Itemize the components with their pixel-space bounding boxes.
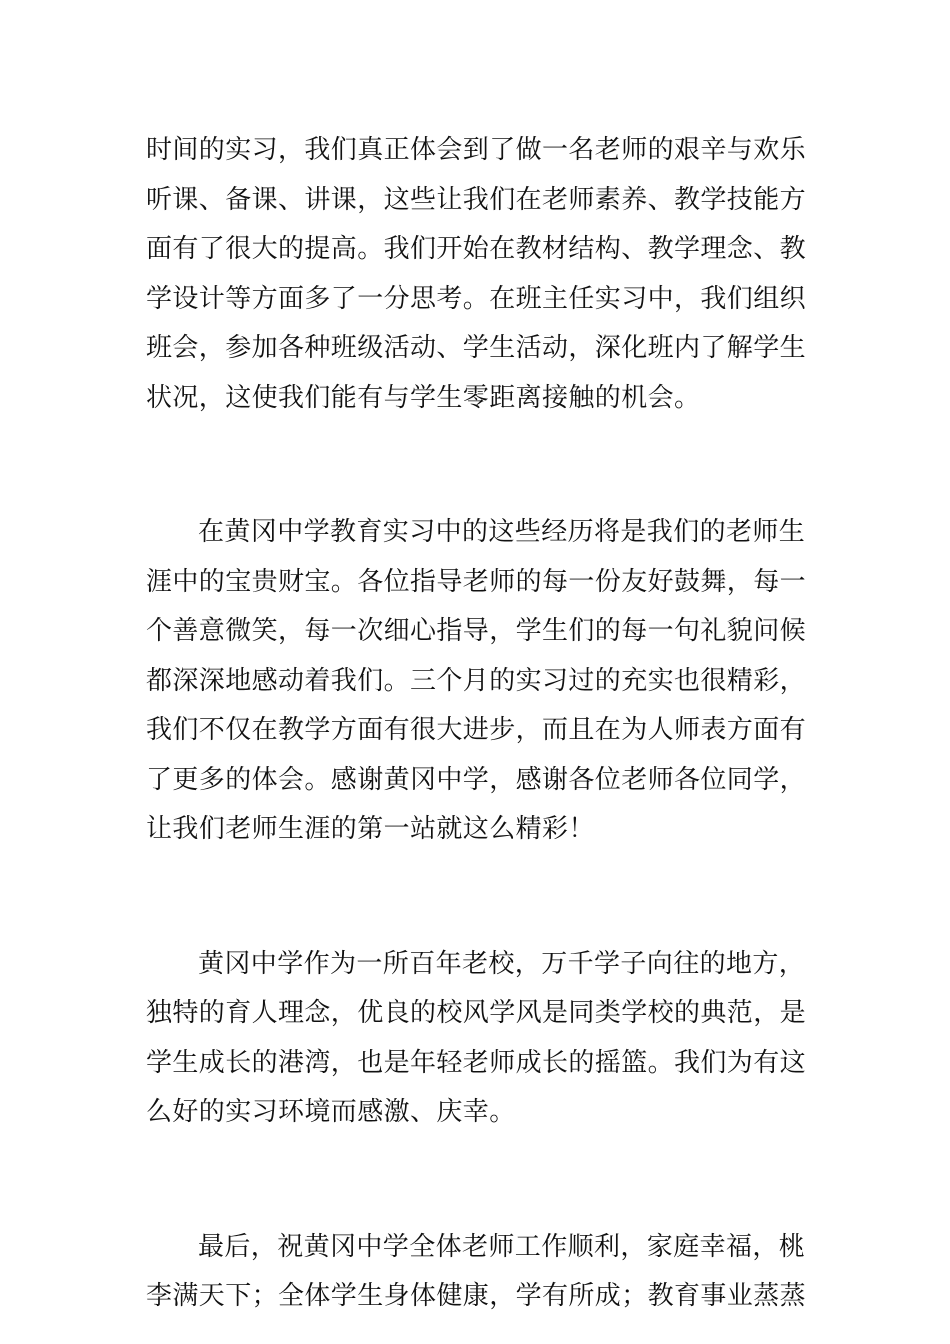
text-line: 状况，这使我们能有与学生零距离接触的机会。 <box>146 382 701 413</box>
text-line: 听课、备课、讲课，这些让我们在老师素养、教学技能方 <box>146 184 807 215</box>
text-line: 让我们老师生涯的第一站就这么精彩！ <box>146 814 595 844</box>
paragraph-4 <box>146 1223 808 1322</box>
text-line: 都深深地感动着我们。三个月的实习过的充实也很精彩， <box>146 665 807 696</box>
paragraph-spacer <box>146 855 808 940</box>
text-line: 面有了很大的提高。我们开始在教材结构、教学理念、教 <box>146 234 807 264</box>
paragraph-spacer <box>146 1138 808 1223</box>
paragraph-spacer <box>146 423 808 508</box>
text-line: 涯中的宝贵财宝。各位指导老师的每一份友好鼓舞，每一 <box>146 566 807 597</box>
text-line: 黄冈中学作为一所百年老校，万千学子向往的地方， <box>198 948 806 979</box>
text-line: 个善意微笑，每一次细心指导，学生们的每一句礼貌问候 <box>146 616 807 646</box>
text-line: 学生成长的港湾，也是年轻老师成长的摇篮。我们为有这 <box>146 1047 807 1078</box>
text-line: 么好的实习环境而感激、庆幸。 <box>146 1097 516 1127</box>
paragraph-3 <box>146 940 808 1138</box>
text-line: 在黄冈中学教育实习中的这些经历将是我们的老师生 <box>198 517 806 547</box>
text-line: 班会，参加各种班级活动、学生活动，深化班内了解学生 <box>146 333 807 363</box>
text-line: 李满天下；全体学生身体健康，学有所成；教育事业蒸蒸 <box>146 1281 807 1311</box>
paragraph-2 <box>146 508 808 855</box>
text-line: 我们不仅在教学方面有很大进步，而且在为人师表方面有 <box>146 715 807 745</box>
paragraph-1 <box>146 126 808 423</box>
text-line: 时间的实习，我们真正体会到了做一名老师的艰辛与欢乐 <box>146 135 807 165</box>
text-line: 最后，祝黄冈中学全体老师工作顺利，家庭幸福，桃 <box>198 1231 806 1262</box>
document-body <box>146 126 808 1322</box>
text-line: 独特的育人理念，优良的校风学风是同类学校的典范，是 <box>146 998 807 1028</box>
text-line: 了更多的体会。感谢黄冈中学，感谢各位老师各位同学， <box>146 764 807 795</box>
text-line: 学设计等方面多了一分思考。在班主任实习中，我们组织 <box>146 283 807 314</box>
